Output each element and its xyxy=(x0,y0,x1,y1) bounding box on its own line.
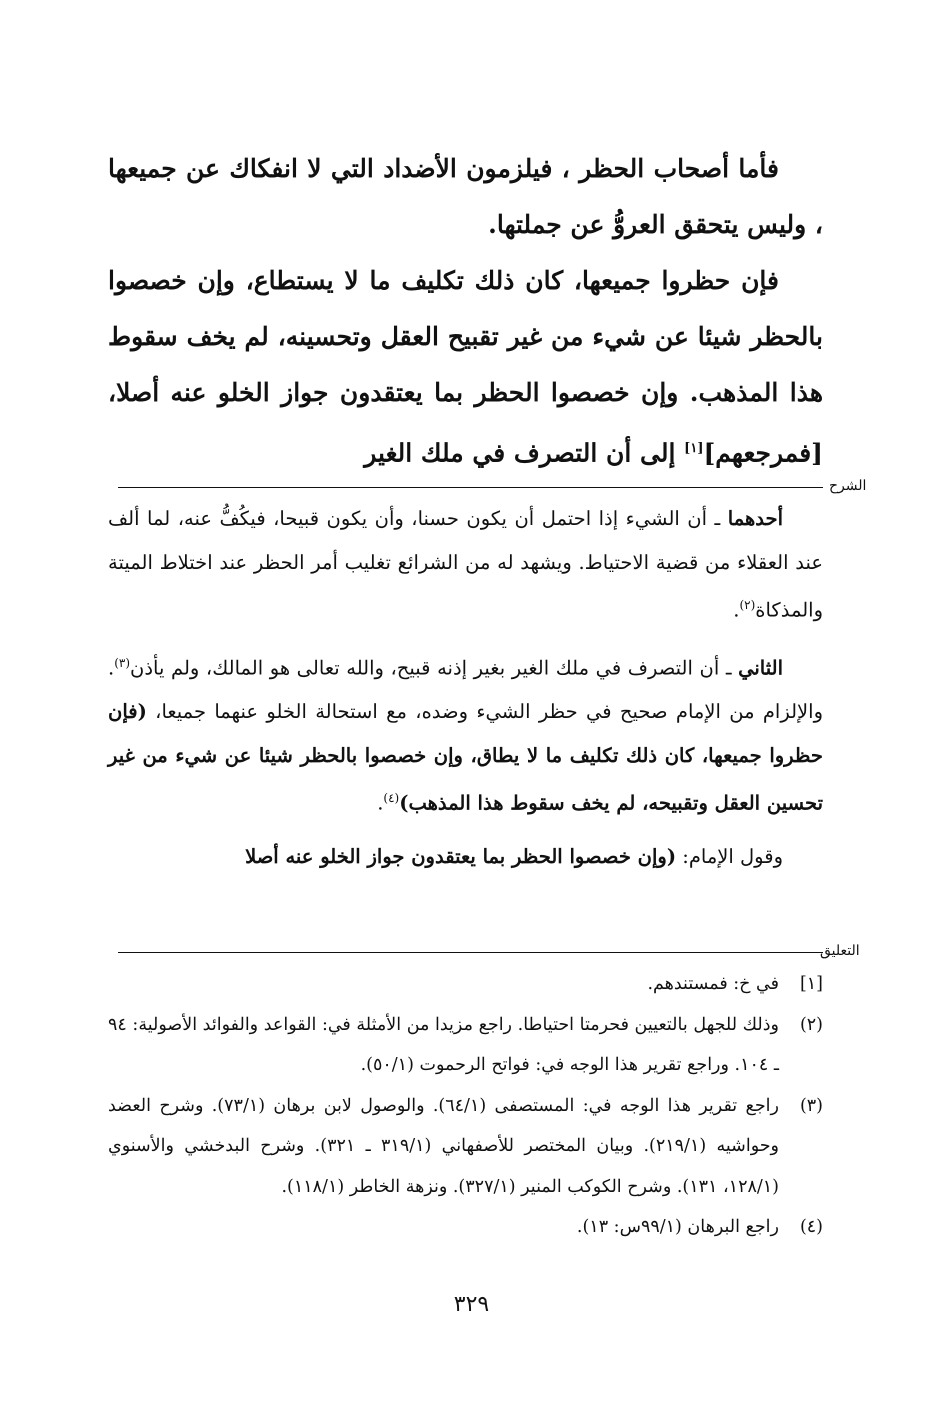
notes-divider xyxy=(118,952,823,953)
sharh-section xyxy=(108,497,823,879)
notes-label: التعليق xyxy=(820,943,860,959)
footnote-4 xyxy=(108,1207,823,1248)
footnote-number: (٤) xyxy=(799,1217,823,1237)
footnote-number: (٣) xyxy=(799,1095,823,1116)
footnote-text: راجع البرهان (٩٩/١س: ١٣). xyxy=(576,1217,779,1237)
sharh-quote: (فإن حظروا جميعها، كان ذلك تكليف ما لا يطاق، وإن خصصوا بالحظر شيئا عن شيء من غير تحسين العقل وتقبيحه، لم يخف سقوط هذا المذهب) xyxy=(108,700,823,815)
footnote-2 xyxy=(108,1005,823,1086)
sharh-heading-second: الثاني xyxy=(738,656,783,680)
sharh-divider xyxy=(118,487,823,488)
sharh-paragraph-1-text: ـ أن الشيء إذا احتمل أن يكون حسنا، وأن يكون قبيحا، فيكُفُّ عنه، لما ألف عند العقلاء من قضية الاحتياط. ويشهد له من الشرائع تغليب أمر الحظر عند اختلاط الميتة والمذكاة xyxy=(108,507,823,622)
footnote-text: في خ: فمستندهم. xyxy=(647,974,779,994)
footnote-ref-4: (٤) xyxy=(383,791,400,805)
page-number: ٣٢٩ xyxy=(453,1292,490,1317)
bracketed-word: [فمرجعهم] xyxy=(703,438,823,468)
footnote-text: وذلك للجهل بالتعيين فحرمتا احتياطا. راجع مزيدا من الأمثلة في: القواعد والفوائد الأصولية: ٩٤ ـ ١٠٤. وراجع تقرير هذا الوجه في: فواتح الرحموت (٥٠/١). xyxy=(108,1014,779,1075)
footnote-ref-2: (٢) xyxy=(739,598,756,612)
matn-section xyxy=(108,141,823,481)
sharh-paragraph-3-quote: (وإن خصصوا الحظر بما يعتقدون جواز الخلو عنه أصلا xyxy=(245,845,677,868)
sharh-paragraph-1 xyxy=(108,497,823,632)
sharh-paragraph-3-text: وقول الإمام: xyxy=(676,845,783,868)
footnote-3 xyxy=(108,1086,823,1208)
sharh-label: الشرح xyxy=(829,478,867,494)
matn-paragraph-2-tail: إلى أن التصرف في ملك الغير xyxy=(364,438,685,468)
footnote-text: راجع تقرير هذا الوجه في: المستصفى (٦٤/١). والوصول لابن برهان (٧٣/١). وشرح العضد وحواشيه (٢١٩/١). وبيان المختصر للأصفهاني (٣١٩/١ ـ ٣٢١). وشرح البدخشي والأسنوي (١٢٨/١، ١٣١). وشرح الكوكب المنير (٣٢٧/١). ونزهة الخاطر (١١٨/١). xyxy=(108,1095,779,1197)
footnote-1 xyxy=(108,964,823,1005)
sharh-heading-first: أحدهما xyxy=(727,507,783,530)
sharh-paragraph-2-text: ـ أن التصرف في ملك الغير بغير إذنه قبيح، والله تعالى هو المالك، ولم يأذن xyxy=(130,656,739,680)
footnote-ref-3: (٣) xyxy=(114,656,131,670)
matn-paragraph-2-text: فإن حظروا جميعها، كان ذلك تكليف ما لا يستطاع، وإن خصصوا بالحظر شيئا عن شيء من غير تقبيح العقل وتحسينه، لم يخف سقوط هذا المذهب. وإن خصصوا الحظر بما يعتقدون جواز الخلو عنه أصلا، xyxy=(108,266,823,407)
matn-paragraph-2 xyxy=(108,253,823,481)
matn-paragraph-1: فأما أصحاب الحظر ، فيلزمون الأضداد التي لا انفكاك عن جميعها ، وليس يتحقق العروُّ عن جملتها. xyxy=(108,154,823,239)
sharh-paragraph-3 xyxy=(108,835,823,879)
footnotes-section xyxy=(108,964,823,1248)
sharh-paragraph-2-text-b: . والإلزام من الإمام صحيح في حظر الشيء وضده، مع استحالة الخلو عنهما جميعا، xyxy=(108,656,823,723)
footnote-number: [١] xyxy=(799,974,823,994)
sharh-paragraph-1-end: . xyxy=(733,598,740,622)
footnote-ref-1: [١] xyxy=(684,441,704,456)
footnote-number: (٢) xyxy=(799,1014,823,1035)
sharh-paragraph-2-end: . xyxy=(377,791,384,815)
sharh-paragraph-2 xyxy=(108,642,823,825)
